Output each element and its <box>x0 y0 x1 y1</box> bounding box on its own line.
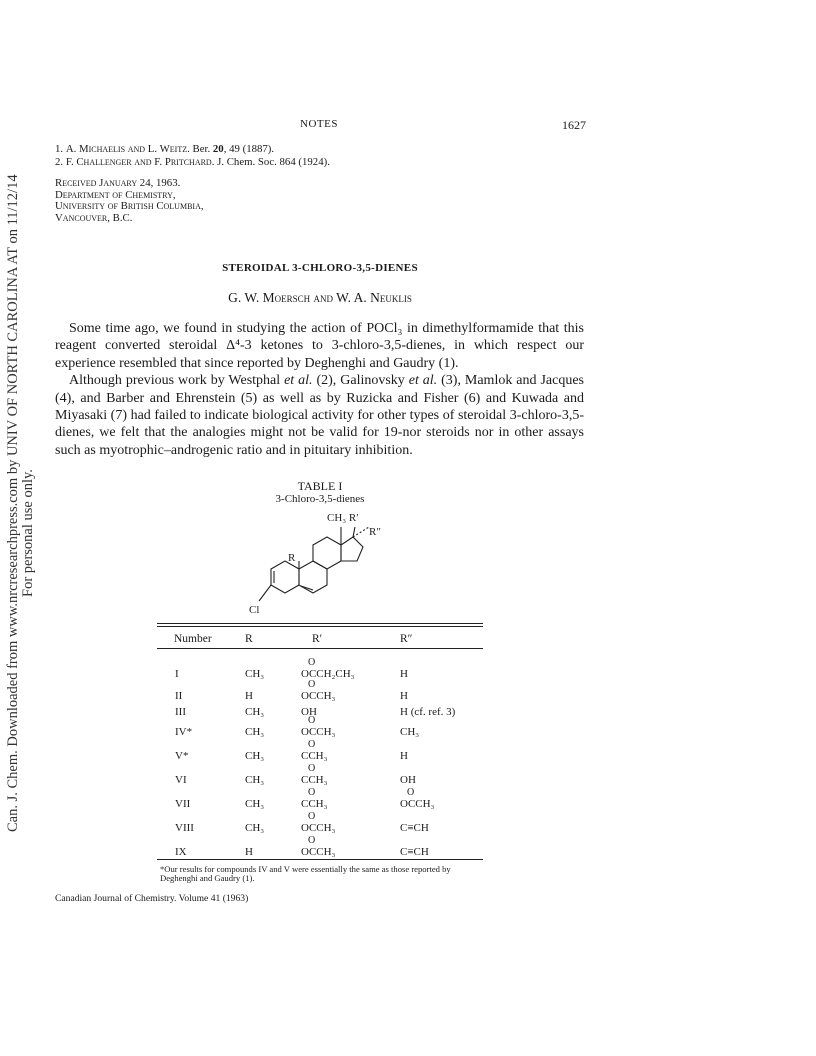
table-footnote: *Our results for compounds IV and V were essentially the same as those reported by Deghenghi and Gaudry (1). <box>160 864 451 883</box>
cell-r-double-prime: OCCH₃ <box>400 798 435 810</box>
cell-r: CH₃ <box>245 726 265 738</box>
cell-r-prime: CCH₃ <box>301 774 328 786</box>
table-subtitle: 3-Chloro-3,5-dienes <box>275 493 365 505</box>
cell-r: CH₃ <box>245 750 265 762</box>
r-label: R <box>288 552 296 564</box>
cell-r-double-prime: C≡CH <box>400 846 429 858</box>
reference-list <box>55 143 330 168</box>
ring-d <box>341 537 363 561</box>
journal-citation: Canadian Journal of Chemistry. Volume 41 (1963) <box>55 893 249 904</box>
col-header-r: R <box>245 633 253 645</box>
paragraph-2: Although previous work by Westphal et al. (2), Galinovsky et al. (3), Mamlok and Jacques (4), and Barber and Ehrenstein (5) as well as by Ruzicka and Fisher (6) and Kuwada and Miyasaki (7) had failed to indicate biological activity for other types of steroidal 3-chloro-3,5-dienes, we felt that the analogies might not be valid for 19-nor steroids nor in other assays such as myotrophic–androgenic ratio and in pituitary inhibition. <box>55 373 584 458</box>
article-body <box>55 320 584 459</box>
cell-number: II <box>175 690 183 702</box>
article-title: STEROIDAL 3-CHLORO-3,5-DIENES <box>222 262 418 274</box>
cl-label: Cl <box>249 604 260 616</box>
cell-number: VIII <box>175 822 194 834</box>
reference-item: 1. A. Michaelis and L. Weitz. Ber. 20, 49 (1887). <box>55 143 275 155</box>
cell-r: CH₃ <box>245 668 265 680</box>
cell-r: CH₃ <box>245 822 265 834</box>
cell-r-prime-carbonyl-o: O <box>308 811 316 822</box>
reference-item: 2. F. Challenger and F. Pritchard. J. Chem. Soc. 864 (1924). <box>55 155 330 168</box>
col-header-r-prime: R′ <box>312 633 323 645</box>
cell-r-prime-carbonyl-o: O <box>308 763 316 774</box>
cell-r-double-prime: H (cf. ref. 3) <box>400 706 456 718</box>
table-top-rule-2 <box>157 626 483 627</box>
table-header-rule <box>157 648 483 649</box>
table-bottom-rule <box>157 859 483 860</box>
cell-number: VII <box>175 798 191 810</box>
cell-r-prime-carbonyl-o: O <box>308 657 316 668</box>
cell-r-prime: CCH₃ <box>301 798 328 810</box>
download-notice-line1: Can. J. Chem. Downloaded from www.nrcresearchpress.com by UNIV OF NORTH CAROLINA AT on 11/12/14 <box>5 174 21 832</box>
cell-r-double-prime: C≡CH <box>400 822 429 834</box>
ring-a <box>271 561 299 593</box>
paragraph-1: Some time ago, we found in studying the action of POCl₃ in dimethylformamide that this reagent converted steroidal Δ⁴-3 ketones to 3-chloro-3,5-dienes, in which respect our experience resembled that since reported by Deghenghi and Gaudry (1). <box>55 321 584 371</box>
table-title: TABLE I <box>297 479 343 493</box>
r-double-prime-label: R″ <box>369 526 381 538</box>
cell-number: IX <box>175 846 187 858</box>
col-header-number: Number <box>174 633 212 645</box>
cell-r: H <box>245 846 253 858</box>
cell-r-prime-carbonyl-o: O <box>308 715 316 726</box>
cell-r-double-prime: H <box>400 668 408 680</box>
cell-r-prime: CCH₃ <box>301 750 328 762</box>
cell-r: CH₃ <box>245 706 265 718</box>
download-notice <box>0 0 40 1056</box>
cell-r-prime-carbonyl-o: O <box>308 787 316 798</box>
cell-r-double-prime: OH <box>400 774 416 786</box>
cell-r-prime-carbonyl-o: O <box>308 739 316 750</box>
cell-r-double-prime: H <box>400 690 408 702</box>
cell-number: VI <box>175 774 187 786</box>
table-top-rule <box>157 623 483 624</box>
cell-r-double-prime-carbonyl-o: O <box>407 787 415 798</box>
cell-r-double-prime: H <box>400 750 408 762</box>
page-header <box>0 118 816 138</box>
steroid-structure-diagram <box>235 505 395 620</box>
cell-r-prime: OCCH₃ <box>301 846 336 858</box>
cell-number: IV* <box>175 726 193 738</box>
cell-number: III <box>175 706 186 718</box>
cell-r-prime: OCCH₃ <box>301 726 336 738</box>
cell-r: CH₃ <box>245 774 265 786</box>
ch3-r-prime-label: CH₃ R′ <box>327 512 359 524</box>
cell-r: H <box>245 690 253 702</box>
cell-number: V* <box>175 750 189 762</box>
cell-r-double-prime: CH₃ <box>400 726 420 738</box>
article-authors: G. W. Moersch and W. A. Neuklis <box>228 290 412 305</box>
ring-c <box>313 537 341 569</box>
running-head: NOTES <box>300 118 338 130</box>
cell-r-prime-carbonyl-o: O <box>308 835 316 846</box>
cell-r-prime-carbonyl-o: O <box>308 679 316 690</box>
cell-number: I <box>175 668 179 680</box>
ring-b <box>299 561 327 593</box>
cell-r-prime: OH <box>301 706 317 718</box>
cell-r-prime: OCCH₂CH₃ <box>301 668 355 680</box>
page-number: 1627 <box>562 118 586 132</box>
cell-r-prime: OCCH₃ <box>301 690 336 702</box>
cell-r-prime: OCCH₃ <box>301 822 336 834</box>
download-notice-line2: For personal use only. <box>20 469 36 597</box>
col-header-r-double-prime: R″ <box>400 633 413 645</box>
cell-r: CH₃ <box>245 798 265 810</box>
received-affiliation: Received January 24, 1963. Department of Chemistry, University of British Columbia, Vancouver, B.C. <box>55 177 204 224</box>
